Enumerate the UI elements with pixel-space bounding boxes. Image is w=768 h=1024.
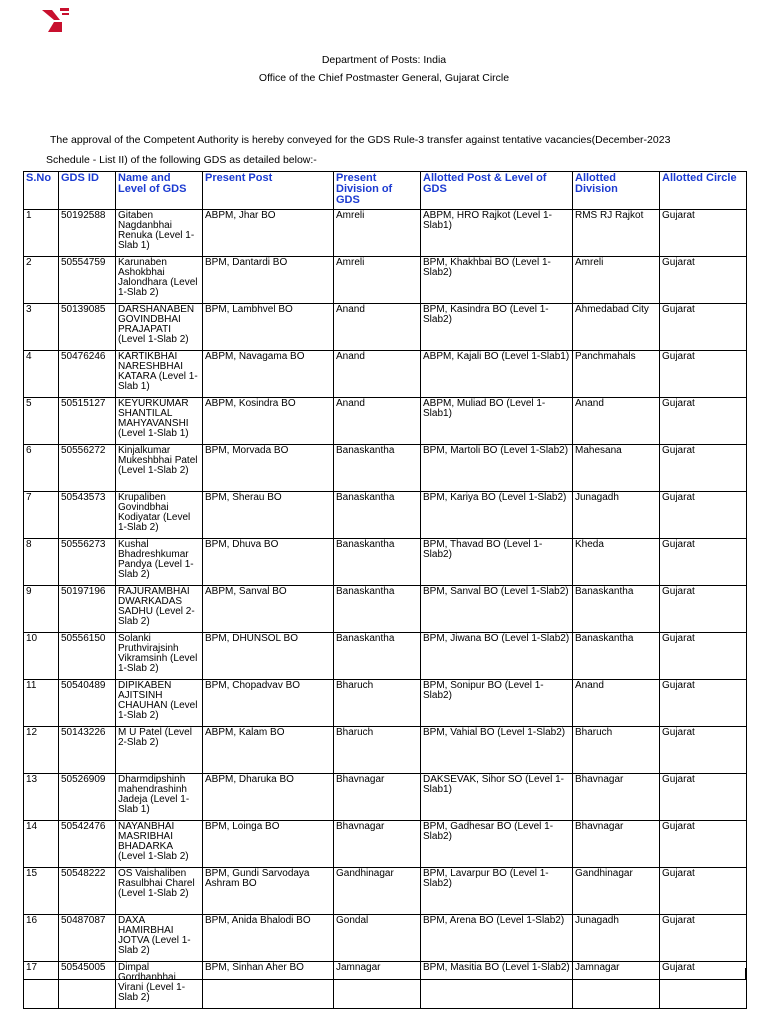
- cell-gds-id: 50197196: [59, 586, 116, 633]
- cell-gds-id: 50139085: [59, 304, 116, 351]
- intro-paragraph: [46, 130, 750, 170]
- cell-sno: 12: [24, 727, 59, 774]
- cell-present-division: Gandhinagar: [334, 868, 421, 915]
- table-row: [24, 586, 747, 633]
- cell-sno: 15: [24, 868, 59, 915]
- table-footer-space: [23, 968, 746, 980]
- cell-present-division: Anand: [334, 304, 421, 351]
- cell-sno: 2: [24, 257, 59, 304]
- table-row: [24, 539, 747, 586]
- cell-allotted-post: ABPM, Kajali BO (Level 1-Slab1): [421, 351, 573, 398]
- cell-gds-id: 50143226: [59, 727, 116, 774]
- cell-allotted-post: ABPM, HRO Rajkot (Level 1-Slab1): [421, 210, 573, 257]
- cell-name: Kushal Bhadreshkumar Pandya (Level 1-Slab 2): [116, 539, 203, 586]
- cell-present-post: BPM, Morvada BO: [203, 445, 334, 492]
- cell-present-post: ABPM, Dharuka BO: [203, 774, 334, 821]
- cell-allotted-division: Anand: [573, 680, 660, 727]
- cell-sno: 4: [24, 351, 59, 398]
- cell-allotted-post: BPM, Lavarpur BO (Level 1-Slab2): [421, 868, 573, 915]
- cell-present-division: Jamnagar: [334, 962, 421, 1009]
- cell-sno: 13: [24, 774, 59, 821]
- cell-sno: 11: [24, 680, 59, 727]
- cell-sno: 6: [24, 445, 59, 492]
- cell-allotted-post: BPM, Khakhbai BO (Level 1-Slab2): [421, 257, 573, 304]
- table-row: [24, 680, 747, 727]
- cell-present-post: BPM, Chopadvav BO: [203, 680, 334, 727]
- table-row: [24, 821, 747, 868]
- cell-allotted-division: Anand: [573, 398, 660, 445]
- cell-sno: 1: [24, 210, 59, 257]
- transfer-table: [23, 171, 747, 1009]
- cell-present-post: BPM, Sinhan Aher BO: [203, 962, 334, 1009]
- cell-gds-id: 50515127: [59, 398, 116, 445]
- cell-sno: 14: [24, 821, 59, 868]
- cell-name: KARTIKBHAI NARESHBHAI KATARA (Level 1-Slab 1): [116, 351, 203, 398]
- cell-allotted-post: BPM, Gadhesar BO (Level 1-Slab2): [421, 821, 573, 868]
- cell-allotted-division: Mahesana: [573, 445, 660, 492]
- cell-present-division: Gondal: [334, 915, 421, 962]
- office-title: Office of the Chief Postmaster General, Gujarat Circle: [258, 72, 510, 84]
- cell-allotted-division: Junagadh: [573, 915, 660, 962]
- cell-gds-id: 50487087: [59, 915, 116, 962]
- cell-allotted-division: Bharuch: [573, 727, 660, 774]
- cell-present-division: Amreli: [334, 210, 421, 257]
- table-row: [24, 210, 747, 257]
- cell-gds-id: 50476246: [59, 351, 116, 398]
- cell-allotted-circle: Gujarat: [660, 210, 747, 257]
- cell-present-division: Banaskantha: [334, 492, 421, 539]
- cell-name: NAYANBHAI MASRIBHAI BHADARKA (Level 1-Slab 2): [116, 821, 203, 868]
- table-row: [24, 774, 747, 821]
- cell-sno: 10: [24, 633, 59, 680]
- table-row: [24, 727, 747, 774]
- department-title: Department of Posts: India: [321, 54, 447, 66]
- table-row: [24, 915, 747, 962]
- cell-allotted-circle: Gujarat: [660, 539, 747, 586]
- cell-allotted-post: BPM, Arena BO (Level 1-Slab2): [421, 915, 573, 962]
- cell-name: KEYURKUMAR SHANTILAL MAHYAVANSHI (Level 1-Slab 1): [116, 398, 203, 445]
- cell-name: DAXA HAMIRBHAI JOTVA (Level 1-Slab 2): [116, 915, 203, 962]
- intro-line-2: Schedule - List II) of the following GDS as detailed below:-: [46, 154, 317, 166]
- cell-present-post: ABPM, Kalam BO: [203, 727, 334, 774]
- cell-present-division: Bhavnagar: [334, 774, 421, 821]
- india-post-logo-icon: [40, 6, 72, 36]
- cell-allotted-circle: Gujarat: [660, 915, 747, 962]
- cell-sno: 9: [24, 586, 59, 633]
- cell-present-division: Banaskantha: [334, 445, 421, 492]
- cell-allotted-division: RMS RJ Rajkot: [573, 210, 660, 257]
- cell-allotted-circle: Gujarat: [660, 398, 747, 445]
- column-header-name: Name and Level of GDS: [116, 172, 203, 210]
- cell-present-division: Bhavnagar: [334, 821, 421, 868]
- cell-name: Gitaben Nagdanbhai Renuka (Level 1-Slab 1): [116, 210, 203, 257]
- cell-allotted-post: BPM, Sonipur BO (Level 1-Slab2): [421, 680, 573, 727]
- cell-present-division: Bharuch: [334, 727, 421, 774]
- cell-allotted-post: BPM, Kasindra BO (Level 1-Slab2): [421, 304, 573, 351]
- cell-allotted-circle: Gujarat: [660, 304, 747, 351]
- column-header-sno: S.No: [24, 172, 59, 210]
- cell-allotted-division: Bhavnagar: [573, 774, 660, 821]
- cell-sno: 8: [24, 539, 59, 586]
- cell-allotted-circle: Gujarat: [660, 680, 747, 727]
- cell-present-division: Anand: [334, 398, 421, 445]
- intro-line-1: The approval of the Competent Authority is hereby conveyed for the GDS Rule-3 transfer against tentative vacancies(December-2023: [50, 134, 671, 146]
- column-header-allotted-circle: Allotted Circle: [660, 172, 747, 210]
- cell-gds-id: 50548222: [59, 868, 116, 915]
- cell-present-post: BPM, Loinga BO: [203, 821, 334, 868]
- cell-gds-id: 50556272: [59, 445, 116, 492]
- cell-present-post: BPM, Anida Bhalodi BO: [203, 915, 334, 962]
- cell-name: Solanki Pruthvirajsinh Vikramsinh (Level 1-Slab 2): [116, 633, 203, 680]
- cell-gds-id: 50526909: [59, 774, 116, 821]
- cell-name: DARSHANABEN GOVINDBHAI PRAJAPATI (Level 1-Slab 2): [116, 304, 203, 351]
- cell-present-post: ABPM, Kosindra BO: [203, 398, 334, 445]
- cell-allotted-division: Bhavnagar: [573, 821, 660, 868]
- cell-present-division: Amreli: [334, 257, 421, 304]
- cell-allotted-circle: Gujarat: [660, 351, 747, 398]
- cell-sno: 16: [24, 915, 59, 962]
- cell-present-post: BPM, Lambhvel BO: [203, 304, 334, 351]
- cell-allotted-post: BPM, Jiwana BO (Level 1-Slab2): [421, 633, 573, 680]
- cell-allotted-circle: Gujarat: [660, 445, 747, 492]
- cell-present-division: Banaskantha: [334, 633, 421, 680]
- cell-present-division: Anand: [334, 351, 421, 398]
- column-header-present-division: Present Division of GDS: [334, 172, 421, 210]
- cell-present-post: BPM, Dantardi BO: [203, 257, 334, 304]
- cell-allotted-post: BPM, Vahial BO (Level 1-Slab2): [421, 727, 573, 774]
- table-row: [24, 351, 747, 398]
- cell-gds-id: 50556150: [59, 633, 116, 680]
- cell-present-post: ABPM, Navagama BO: [203, 351, 334, 398]
- cell-gds-id: 50192588: [59, 210, 116, 257]
- cell-allotted-division: Panchmahals: [573, 351, 660, 398]
- cell-present-division: Banaskantha: [334, 586, 421, 633]
- cell-allotted-post: BPM, Kariya BO (Level 1-Slab2): [421, 492, 573, 539]
- cell-allotted-division: Banaskantha: [573, 586, 660, 633]
- cell-name: Dharmdipshinh mahendrashinh Jadeja (Level 1-Slab 1): [116, 774, 203, 821]
- cell-allotted-post: DAKSEVAK, Sihor SO (Level 1-Slab1): [421, 774, 573, 821]
- cell-allotted-division: Banaskantha: [573, 633, 660, 680]
- cell-allotted-post: BPM, Martoli BO (Level 1-Slab2): [421, 445, 573, 492]
- cell-name: Kinjalkumar Mukeshbhai Patel (Level 1-Slab 2): [116, 445, 203, 492]
- cell-gds-id: 50542476: [59, 821, 116, 868]
- cell-allotted-division: Kheda: [573, 539, 660, 586]
- cell-allotted-division: Junagadh: [573, 492, 660, 539]
- table-row: [24, 492, 747, 539]
- cell-name: Krupaliben Govindbhai Kodiyatar (Level 1-Slab 2): [116, 492, 203, 539]
- cell-allotted-circle: Gujarat: [660, 257, 747, 304]
- cell-allotted-circle: Gujarat: [660, 492, 747, 539]
- cell-gds-id: 50556273: [59, 539, 116, 586]
- column-header-gds-id: GDS ID: [59, 172, 116, 210]
- table-row: [24, 633, 747, 680]
- cell-allotted-circle: Gujarat: [660, 586, 747, 633]
- cell-present-post: BPM, Dhuva BO: [203, 539, 334, 586]
- cell-gds-id: 50543573: [59, 492, 116, 539]
- cell-present-post: BPM, Sherau BO: [203, 492, 334, 539]
- cell-sno: 5: [24, 398, 59, 445]
- cell-gds-id: 50545005: [59, 962, 116, 1009]
- cell-present-post: ABPM, Jhar BO: [203, 210, 334, 257]
- cell-sno: 3: [24, 304, 59, 351]
- cell-allotted-post: ABPM, Muliad BO (Level 1-Slab1): [421, 398, 573, 445]
- cell-name: Karunaben Ashokbhai Jalondhara (Level 1-Slab 2): [116, 257, 203, 304]
- cell-allotted-post: BPM, Thavad BO (Level 1-Slab2): [421, 539, 573, 586]
- cell-sno: 7: [24, 492, 59, 539]
- cell-allotted-division: Jamnagar: [573, 962, 660, 1009]
- cell-name: OS Vaishaliben Rasulbhai Charel (Level 1-Slab 2): [116, 868, 203, 915]
- cell-present-division: Bharuch: [334, 680, 421, 727]
- cell-name: M U Patel (Level 2-Slab 2): [116, 727, 203, 774]
- cell-present-division: Banaskantha: [334, 539, 421, 586]
- table-row: [24, 304, 747, 351]
- cell-present-post: BPM, DHUNSOL BO: [203, 633, 334, 680]
- cell-allotted-division: Amreli: [573, 257, 660, 304]
- cell-allotted-circle: Gujarat: [660, 821, 747, 868]
- table-row: [24, 257, 747, 304]
- cell-name: DIPIKABEN AJITSINH CHAUHAN (Level 1-Slab 2): [116, 680, 203, 727]
- cell-name: Dimpal Gordhanbhai Virani (Level 1-Slab 2): [116, 962, 203, 1009]
- cell-allotted-division: Ahmedabad City: [573, 304, 660, 351]
- cell-allotted-post: BPM, Sanval BO (Level 1-Slab2): [421, 586, 573, 633]
- cell-present-post: ABPM, Sanval BO: [203, 586, 334, 633]
- column-header-allotted-division: Allotted Division: [573, 172, 660, 210]
- table-row: [24, 445, 747, 492]
- cell-name: RAJURAMBHAI DWARKADAS SADHU (Level 2-Slab 2): [116, 586, 203, 633]
- table-row: [24, 868, 747, 915]
- cell-sno: 17: [24, 962, 59, 1009]
- cell-allotted-post: BPM, Masitia BO (Level 1-Slab2): [421, 962, 573, 1009]
- cell-gds-id: 50540489: [59, 680, 116, 727]
- cell-present-post: BPM, Gundi Sarvodaya Ashram BO: [203, 868, 334, 915]
- cell-allotted-circle: Gujarat: [660, 868, 747, 915]
- cell-allotted-division: Gandhinagar: [573, 868, 660, 915]
- table-header-row: [24, 172, 747, 210]
- cell-allotted-circle: Gujarat: [660, 774, 747, 821]
- table-row: [24, 398, 747, 445]
- column-header-present-post: Present Post: [203, 172, 334, 210]
- cell-allotted-circle: Gujarat: [660, 633, 747, 680]
- cell-gds-id: 50554759: [59, 257, 116, 304]
- cell-allotted-circle: Gujarat: [660, 727, 747, 774]
- column-header-allotted-post: Allotted Post & Level of GDS: [421, 172, 573, 210]
- cell-allotted-circle: Gujarat: [660, 962, 747, 1009]
